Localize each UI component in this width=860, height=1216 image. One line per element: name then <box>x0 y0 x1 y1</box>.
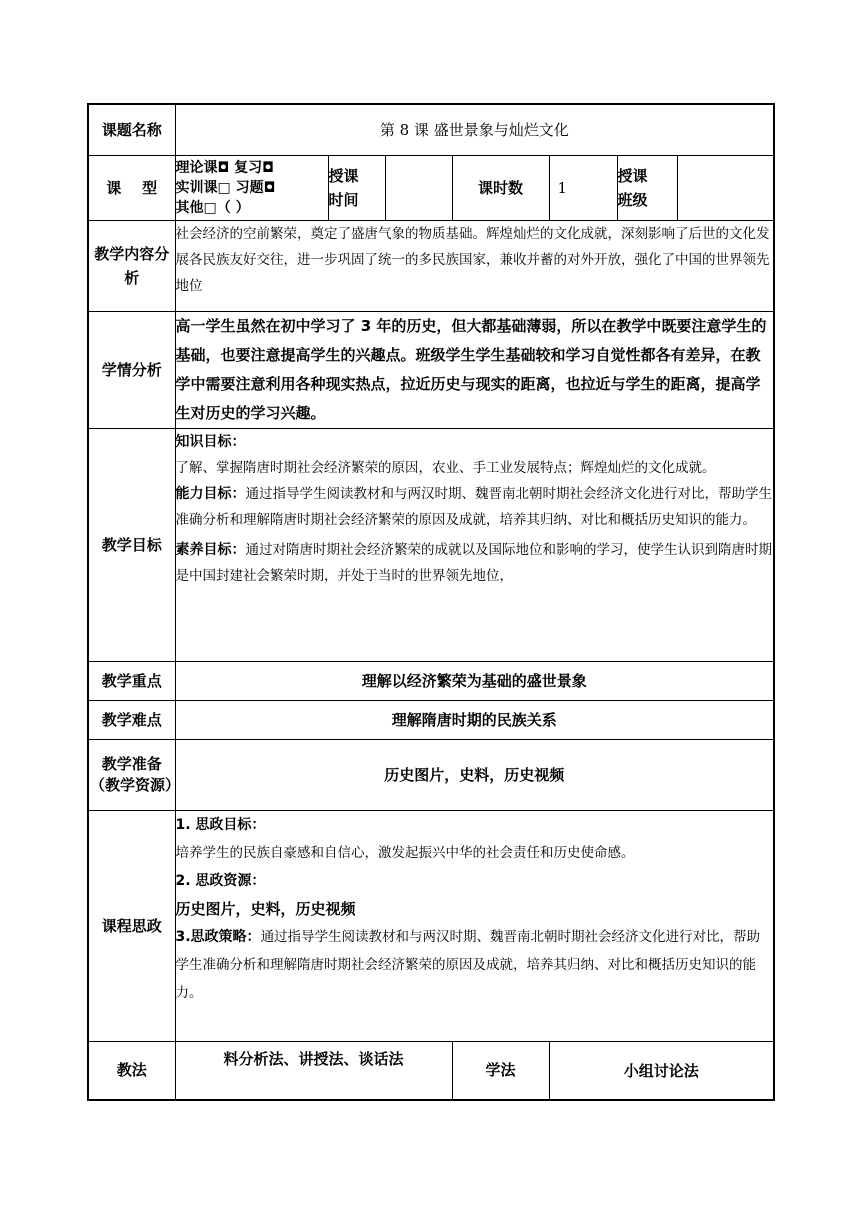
lesson-plan-table <box>87 103 775 1101</box>
objectives-content <box>175 428 774 661</box>
ideology-goal-text: 培养学生的民族自豪感和自信心，激发起振兴中华的社会责任和历史使命感。 <box>175 844 635 861</box>
course-type-options <box>175 155 328 220</box>
ideology-label: 课程思政 <box>88 810 175 1041</box>
teaching-time-label: 授课 时间 <box>328 155 385 220</box>
objectives-row <box>88 428 774 661</box>
title-label: 课题名称 <box>88 104 175 155</box>
literacy-objective-heading: 素养目标： <box>175 541 246 558</box>
learner-analysis-text: 高一学生虽然在初中学习了 3 年的历史，但大都基础薄弱，所以在教学中既要注意学生的基础，也要注意提高学生的兴趣点。班级学生学生基础较和学习自觉性都各有差异，在教学中需要注意利用各种现实热点，拉近历史与现实的距离，也拉近与学生的距离，提高学生对历史的学习兴趣。 <box>175 311 774 428</box>
teaching-time-value <box>385 155 452 220</box>
methods-row <box>88 1041 774 1100</box>
ideology-strategy-heading: 3.思政策略： <box>175 928 261 945</box>
ideology-resource-heading: 2. 思政资源： <box>175 872 266 889</box>
learning-method-value: 小组讨论法 <box>549 1041 774 1100</box>
preparation-label: 教学准备（教学资源） <box>88 739 175 810</box>
title-row <box>88 104 774 155</box>
knowledge-objective-text: 了解、掌握隋唐时期社会经济繁荣的原因，农业、手工业发展特点；辉煌灿烂的文化成就。 <box>175 459 716 476</box>
course-type-line-1: 理论课◘ 复习◘ <box>175 159 274 176</box>
class-label: 授课 班级 <box>617 155 677 220</box>
hours-label: 课时数 <box>452 155 549 220</box>
content-analysis-label: 教学内容分析 <box>88 220 175 311</box>
lesson-title: 第 8 课 盛世景象与灿烂文化 <box>175 104 774 155</box>
teaching-method-value: 料分析法、讲授法、谈话法 <box>175 1041 452 1100</box>
key-point-label: 教学重点 <box>88 661 175 700</box>
course-type-label: 课 型 <box>88 155 175 220</box>
hours-value: 1 <box>549 155 617 220</box>
content-analysis-row <box>88 220 774 311</box>
ideology-strategy-text: 通过指导学生阅读教材和与两汉时期、魏晋南北朝时期社会经济文化进行对比，帮助学生准确分析和理解隋唐时期社会经济繁荣的原因及成就，培养其归纳、对比和概括历史知识的能力。 <box>175 928 761 1001</box>
ability-objective-text: 通过指导学生阅读教材和与两汉时期、魏晋南北朝时期社会经济文化进行对比，帮助学生准确分析和理解隋唐时期社会经济繁荣的原因及成就，培养其归纳、对比和概括历史知识的能力。 <box>175 485 772 528</box>
content-analysis-text: 社会经济的空前繁荣，奠定了盛唐气象的物质基础。辉煌灿烂的文化成就，深刻影响了后世的文化发展各民族友好交往，进一步巩固了统一的多民族国家，兼收并蓄的对外开放，强化了中国的世界领先地位 <box>175 220 774 311</box>
difficulty-value: 理解隋唐时期的民族关系 <box>175 700 774 739</box>
literacy-objective-text: 通过对隋唐时期社会经济繁荣的成就以及国际地位和影响的学习，使学生认识到隋唐时期是中国封建社会繁荣时期，并处于当时的世界领先地位， <box>175 541 772 584</box>
knowledge-objective-heading: 知识目标： <box>175 433 246 450</box>
difficulty-row <box>88 700 774 739</box>
difficulty-label: 教学难点 <box>88 700 175 739</box>
objectives-label: 教学目标 <box>88 428 175 661</box>
ability-objective-heading: 能力目标： <box>175 485 246 502</box>
course-type-line-2: 实训课□ 习题◘ <box>175 179 276 196</box>
preparation-row <box>88 739 774 810</box>
learner-analysis-row <box>88 311 774 428</box>
course-type-line-3: 其他□（ ） <box>175 199 250 216</box>
key-point-row <box>88 661 774 700</box>
preparation-value: 历史图片，史料，历史视频 <box>175 739 774 810</box>
learning-method-label: 学法 <box>452 1041 549 1100</box>
key-point-value: 理解以经济繁荣为基础的盛世景象 <box>175 661 774 700</box>
ideology-goal-heading: 1. 思政目标： <box>175 816 266 833</box>
ideology-content <box>175 810 774 1041</box>
ideology-row <box>88 810 774 1041</box>
learner-analysis-label: 学情分析 <box>88 311 175 428</box>
course-type-row <box>88 155 774 220</box>
class-value <box>677 155 774 220</box>
ideology-resource-text: 历史图片，史料，历史视频 <box>175 899 356 918</box>
teaching-method-label: 教法 <box>88 1041 175 1100</box>
